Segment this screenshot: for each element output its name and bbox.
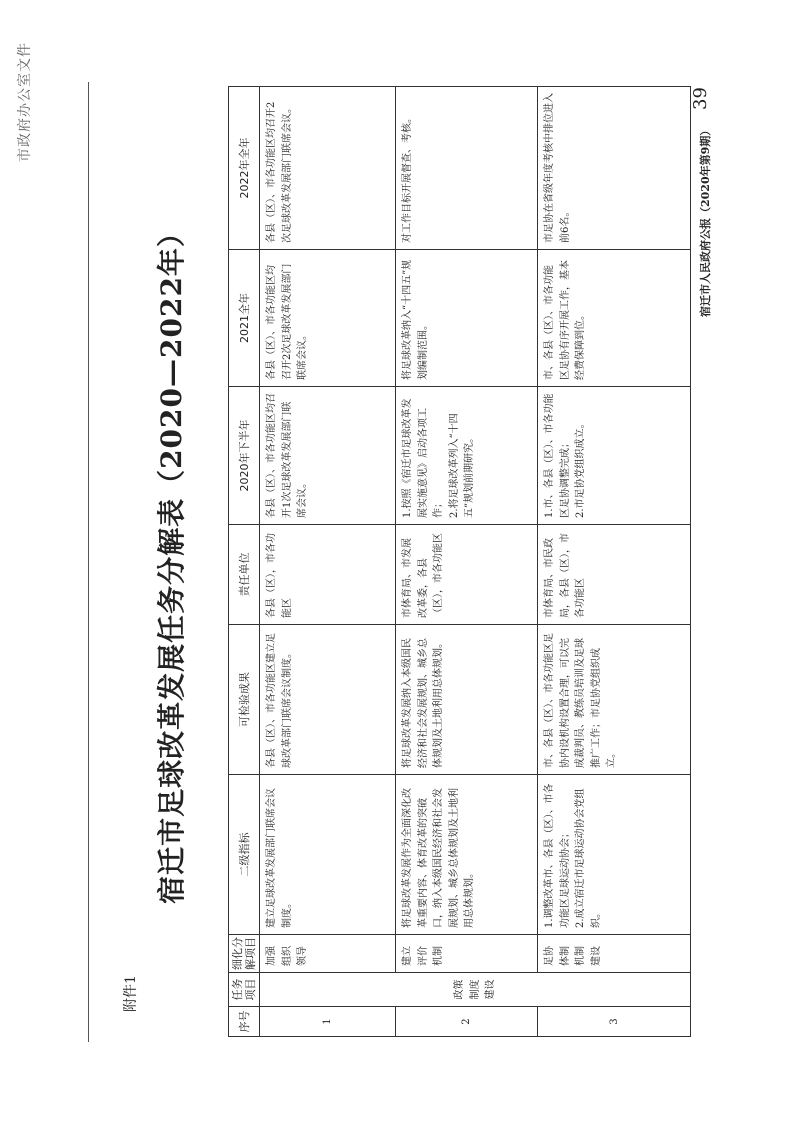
page-number: 39	[690, 87, 711, 110]
col-header: 可检验成果	[229, 625, 260, 775]
y2021: 各县（区）、市各功能区均召开2次足球改革发展部门联席会议。	[260, 250, 396, 387]
task-table	[228, 86, 691, 1037]
table-row	[396, 87, 538, 1037]
page-title: 宿迁市足球改革发展任务分解表（2020—2022年）	[155, 218, 188, 904]
row-number: 1	[260, 1007, 396, 1037]
result: 市、各县（区）、市各功能区足协内设机构设置合理，可以完成裁判员、教练员培训及足球推广工作；市足协党组织成立。	[538, 625, 691, 775]
task-group: 政策制度建设	[260, 973, 691, 1007]
sub-item: 足协体制机制建设	[538, 935, 691, 973]
responsible-unit: 各县（区），市各功能区	[260, 525, 396, 625]
indicator: 1.调整改革市、各县（区）、市各功能区足球运动协会； 2.成立宿迁市足球运动协会党组织。	[538, 775, 691, 935]
table-row	[538, 87, 691, 1037]
attachment-label: 附件1	[123, 975, 139, 1012]
y2022: 市足协在省级年度考核中排位进入前6名。	[538, 87, 691, 250]
col-header: 2021全年	[229, 250, 260, 387]
h2020: 1.市、各县（区）、市各功能区足协调整完成； 2.市足协党组织成立。	[538, 387, 691, 525]
col-header: 2022年全年	[229, 87, 260, 250]
col-header: 序号	[229, 1007, 260, 1037]
indicator: 将足球改革发展作为全面深化改革重要内容、体育改革的突破口，纳入本级国民经济和社会发展规划、城乡总体规划及土地利用总体规划。	[396, 775, 538, 935]
row-number: 2	[396, 1007, 538, 1037]
table-header-row	[229, 87, 260, 1037]
result: 各县（区）、市各功能区建立足球改革部门联席会议制度。	[260, 625, 396, 775]
header-text: 市政府办公室文件	[17, 42, 33, 162]
col-header: 任务项目	[229, 973, 260, 1007]
responsible-unit: 市体育局、市发展改革委，各县（区），市各功能区	[396, 525, 538, 625]
col-header: 二级指标	[229, 775, 260, 935]
table-row	[260, 87, 396, 1037]
col-header: 2020年下半年	[229, 387, 260, 525]
y2021: 将足球改革纳入“十四五”规划编制范围。	[396, 250, 538, 387]
footer-text: 宿迁市人民政府公报（2020年第9期）	[699, 124, 712, 317]
y2022: 对工作目标开展督查、考核。	[396, 87, 538, 250]
header-rule	[88, 82, 89, 1042]
col-header: 细化分解项目	[229, 935, 260, 973]
indicator: 建立足球改革发展部门联席会议制度。	[260, 775, 396, 935]
h2020: 各县（区）、市各功能区均召开1次足球改革发展部门联席会议。	[260, 387, 396, 525]
sub-item: 建立评价机制	[396, 935, 538, 973]
y2022: 各县（区）、市各功能区均召开2次足球改革发展部门联席会议。	[260, 87, 396, 250]
h2020: 1.按照《宿迁市足球改革发展实施意见》启动各项工作； 2.将足球改革列入“十四五”规划前期研究。	[396, 387, 538, 525]
row-number: 3	[538, 1007, 691, 1037]
y2021: 市、各县（区）、市各功能区足协有序开展工作，基本经费保障到位。	[538, 250, 691, 387]
sub-item: 加强组织领导	[260, 935, 396, 973]
col-header: 责任单位	[229, 525, 260, 625]
result: 将足球改革发展纳入本级国民经济和社会发展规划、城乡总体规划及土地利用总体规划。	[396, 625, 538, 775]
responsible-unit: 市体育局、市民政局，各县（区），市各功能区	[538, 525, 691, 625]
